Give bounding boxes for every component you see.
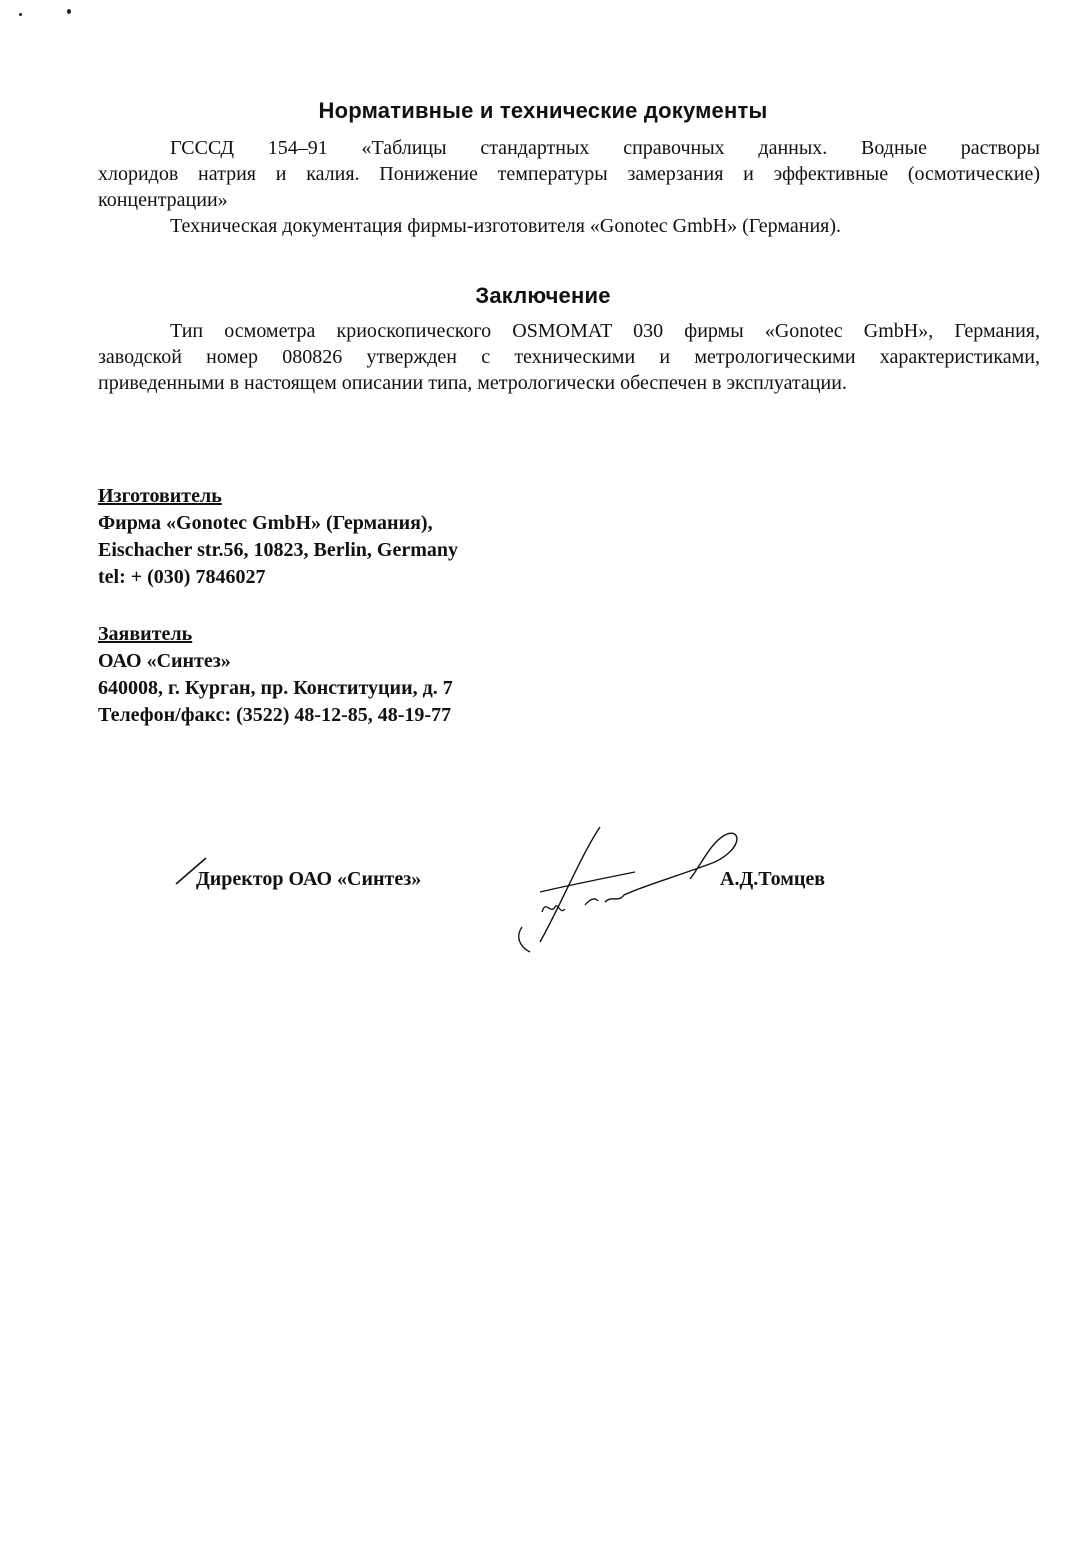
applicant-line: ОАО «Синтез» [98,650,231,672]
scan-speck [19,13,22,16]
gsssd-line-3: концентрации» [98,189,228,211]
gsssd-paragraph [98,135,1040,239]
gsssd-line-2: хлоридов натрия и калия. Понижение температуры замерзания и эффективные (осмотические) [98,163,1040,185]
conclusion-line-3: приведенными в настоящем описании типа, метрологически обеспечен в эксплуатации. [98,372,847,394]
manufacturer-line: Eischacher str.56, 10823, Berlin, Germany [98,539,458,561]
applicant-title: Заявитель [98,623,193,645]
tech-doc-line: Техническая документация фирмы-изготовителя «Gonotec GmbH» (Германия). [170,215,842,237]
conclusion-line-2: заводской номер 080826 утвержден с техническими и метрологическими характеристиками, [98,346,1040,368]
normative-heading: Нормативные и технические документы [318,98,768,123]
conclusion-line-1: Тип осмометра криоскопического OSMOMAT 030 фирмы «Gonotec GmbH», Германия, [170,320,1040,342]
manufacturer-line: Фирма «Gonotec GmbH» (Германия), [98,512,433,534]
gsssd-line-1: ГСССД 154–91 «Таблицы стандартных справочных данных. Водные растворы [170,137,1040,159]
signature-row [0,862,1086,942]
conclusion-paragraph [98,318,1040,396]
applicant-block [98,621,453,729]
scan-speck [67,9,71,14]
conclusion-heading: Заключение [475,283,611,308]
manufacturer-line: tel: + (030) 7846027 [98,566,266,588]
signer-role: Директор ОАО «Синтез» [196,868,422,890]
signer-name: А.Д.Томцев [720,868,826,890]
applicant-line: Телефон/факс: (3522) 48-12-85, 48-19-77 [98,704,452,726]
manufacturer-title: Изготовитель [98,485,222,507]
manufacturer-block [98,483,458,591]
applicant-line: 640008, г. Курган, пр. Конституции, д. 7 [98,677,453,699]
